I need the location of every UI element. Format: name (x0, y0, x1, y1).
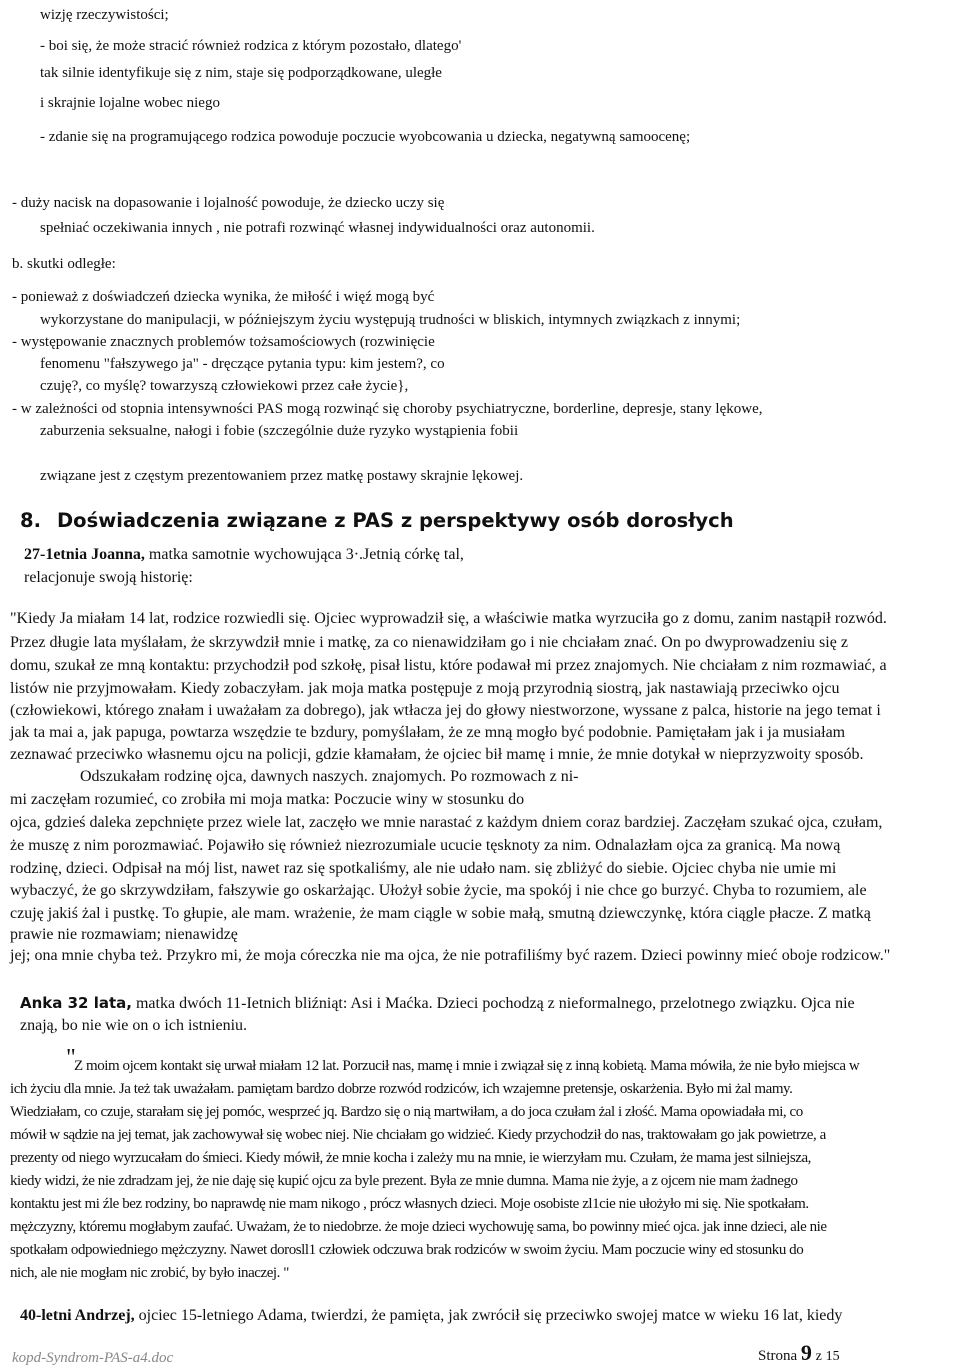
footer-page-label: Strona (758, 1348, 798, 1364)
joanna-intro-text: matka samotnie wychowująca 3·.Jetnią córkę tal, (144, 546, 464, 563)
text-line: fenomenu "fałszywego ja" - dręczące pytania typu: kim jestem?, co (40, 356, 445, 372)
text-line: - zdanie się na programującego rodzica powoduje poczucie wyobcowania u dziecka, negatywną samoocenę; (40, 129, 691, 145)
section-heading: Doświadczenia związane z PAS z perspektywy osób dorosłych (57, 509, 734, 532)
joanna-line: jak ta mai a, jak papuga, powtarza wszędzie te bzdury, pomyślałam, że ze mną mogło być podobnie. Pamiętałam jak i ja musiałam (10, 724, 846, 741)
anka-line: prezenty od niego wyrzucałam do śmieci. Kiedy mówił, że mnie kocha i zależy mu na mnie, ie wierzyłam mu. Czułam, że mama jest silniejsza, (10, 1150, 811, 1166)
anka-intro-2: znają, bo nie wie on o ich istnieniu. (20, 1017, 248, 1034)
joanna-line: listów nie przyjmowałam. Kiedy zobaczyłam. jak moja matka postępuje z moją przyrodnią siostrą, jak nastawiają przeciwko ojcu (10, 680, 840, 697)
anka-line: mówił w sądzie na jej temat, jak zachowywał się wobec niej. Nie chciałam go widzieć. Kiedy przychodził do nas, traktowałam go jak powietrze, a (10, 1127, 826, 1143)
text-line: - boi się, że może stracić również rodzica z którym pozostało, dlatego' (40, 38, 462, 54)
joanna-line: prawie nie rozmawiam; nienawidzę (10, 926, 238, 943)
text-line: - występowanie znacznych problemów tożsamościowych (rozwinięcie (12, 334, 435, 350)
joanna-line: ojca, gdzieś daleka zepchnięte przez wiele lat, zaczęło we mnie narastać z każdym dniem coraz bardziej. Zaczęłam szukać ojca, czułam, (10, 814, 883, 831)
text-line: - w zależności od stopnia intensywności PAS mogą rozwinąć się choroby psychiatryczne, borderline, depresje, stany lękowe, (12, 401, 763, 417)
text-line: - ponieważ z doświadczeń dziecka wynika, że miłość i więź mogą być (12, 289, 435, 305)
andrzej-name: 40-letni Andrzej, (20, 1307, 135, 1324)
anka-line: nich, ale nie mogłam nic zrobić, by było inaczej. " (10, 1265, 289, 1281)
subheading-late-effects: b. skutki odległe: (12, 256, 116, 272)
text-line: - duży nacisk na dopasowanie i lojalność powoduje, że dziecko uczy się (12, 195, 445, 211)
andrzej-intro (20, 1307, 842, 1325)
text-line: zaburzenia seksualne, nałogi i fobie (szczególnie duże ryzyko wystąpienia fobii (40, 423, 519, 439)
anka-line: ich życiu dla mnie. Ja też tak uważałam. pamiętam bardzo dobrze rozwód rodziców, ich wzajemne pretensje, oskarżenia. Było mi żal mamy. (10, 1081, 793, 1097)
joanna-line: domu, szukał ze mną kontaktu: przychodził pod szkołę, pisał listu, które podawał mi przez znajomych. Nie chciałam z nim rozmawiać, a (10, 657, 887, 674)
text-line: związane jest z częstym prezentowaniem przez matkę postawy skrajnie lękowej. (40, 468, 524, 484)
joanna-line: mi zaczęłam rozumieć, co zrobiła mi moja matka: Poczucie winy w stosunku do (10, 791, 525, 808)
anka-line: Z moim ojcem kontakt się urwał miałam 12 lat. Porzucił nas, mamę i mnie i związał się z inną kobietą. Mama mówiła, że nie było miejsca w (74, 1058, 860, 1074)
joanna-line: zeznawać przeciwko własnemu ojcu na policji, gdzie kłamałam, że ojciec bił mamę i mnie, że mnie dotykał w nieprzyzwoity sposób. (10, 746, 864, 763)
text-line: wizję rzeczywistości; (40, 7, 169, 23)
joanna-line: (człowiekowi, którego znałam i uważałam za dobrego), jak wtłacza jej do głowy niestworzone, wyssane z palca, historie na jego temat i (10, 702, 881, 719)
footer-filename: kopd-Syndrom-PAS-a4.doc (12, 1350, 174, 1366)
anka-line: Wiedziałam, co czuje, starałam się jej pomóc, wesprzeć jq. Bardzo się o nią martwiłam, a do joca czułam żal i złość. Mama opowiadała mi, co (10, 1104, 803, 1120)
joanna-line: czuję jakiś żal i pustkę. To głupie, ale mam. wrażenie, że mam ciągle w sobie małą, smutną dziewczynkę, która ciągle płacze. Z matką (10, 905, 871, 922)
text-line: czuję?, co myślę? towarzyszą człowiekowi przez całe życie}, (40, 378, 409, 394)
joanna-intro (24, 546, 464, 564)
text-line: tak silnie identyfikuje się z nim, staje się podporządkowane, uległe (40, 65, 442, 81)
text-line: i skrajnie lojalne wobec niego (40, 95, 220, 111)
joanna-line: rodzinę, dzieci. Odpisał na mój list, nawet raz się spotkaliśmy, ale nie udało nam. się zbliżyć do siebie. Ojciec chyba nie umie mi (10, 860, 837, 877)
joanna-line: Odszukałam rodzinę ojca, dawnych naszych. znajomych. Po rozmowach z ni- (80, 768, 579, 785)
joanna-name: 27-1etnia Joanna, (24, 546, 145, 563)
anka-intro-text: matka dwóch 11-Ietnich bliźniąt: Asi i Maćka. Dzieci pochodzą z nieformalnego, przelotnego związku. Ojca nie (131, 995, 855, 1012)
section-number: 8. (20, 509, 41, 532)
anka-line: spotkałam odpowiedniego mężczyzny. Nawet dorosll1 człowiek odczuwa brak rodziców w swoim życiu. Mam poczucie winy ed stosunku do (10, 1242, 804, 1258)
joanna-intro-2: relacjonuje swoją historię: (24, 569, 193, 586)
anka-line: mężczyzny, któremu mogłabym zaufać. Uważam, że to niedobrze. że moje dzieci wychowuję sama, bo powinny mieć ojca. jak inne dzieci, ale nie (10, 1219, 827, 1235)
anka-intro (20, 994, 855, 1013)
anka-line: kontaktu jest mi źle bez rodziny, bo naprawdę nie mam nikogo , prócz własnych dzieci. Moje osobiste zl1cie nie ułożyło mi się. Nie spotkałam. (10, 1196, 809, 1212)
joanna-line: że muszę z nim porozmawiać. Pojawiło się również niezrozumiale ucucie tęsknoty za nim. Odnalazłam ojca za granicą. Ma nową (10, 837, 841, 854)
joanna-line: "Kiedy Ja miałam 14 lat, rodzice rozwiedli się. Ojciec wyprowadził się, a właściwie matka wyrzuciła go z domu, zanim nastąpił rozwód. (10, 610, 887, 627)
footer-page-info (758, 1340, 840, 1366)
anka-name: Anka 32 lata, (20, 994, 132, 1012)
anka-line: kiedy widzi, że nie zdradzam jej, że nie daję się kupić ojcu za byle prezent. Była ze mnie dumna. Mama nie żyje, a z ojcem nie mam żadnego (10, 1173, 798, 1189)
footer-of-label: z (815, 1349, 822, 1364)
text-line: spełniać oczekiwania innych , nie potrafi rozwinąć własnej indywidualności oraz autonomii. (40, 220, 595, 236)
footer-page-number: 9 (800, 1340, 812, 1365)
anka-quote-mark: " (66, 1045, 76, 1071)
joanna-line: jej; ona mnie chyba też. Przykro mi, że moja córeczka nie ma ojca, że nie potrafiliśmy być razem. Dzieci powinny mieć oboje rodzicow." (10, 947, 891, 964)
text-line: wykorzystane do manipulacji, w późniejszym życiu występują trudności w bliskich, intymnych związkach z innymi; (40, 312, 741, 328)
footer-total-pages: 15 (825, 1349, 840, 1364)
joanna-line: wybaczyć, że go skrzywdziłam, fałszywie go oskarżając. Ułożył sobie życie, ma spokój i nie chce go burzyć. Chyba to rozumiem, ale (10, 882, 867, 899)
andrzej-intro-text: ojciec 15-letniego Adama, twierdzi, że pamięta, jak zwrócił się przeciwko swojej matce w wieku 16 lat, kiedy (134, 1307, 843, 1324)
joanna-line: Przez długie lata myślałam, że skrzywdził mnie i matkę, za co nienawidziłam go i nie chciałam znać. On po dwyprowadzeniu się z (10, 634, 848, 651)
